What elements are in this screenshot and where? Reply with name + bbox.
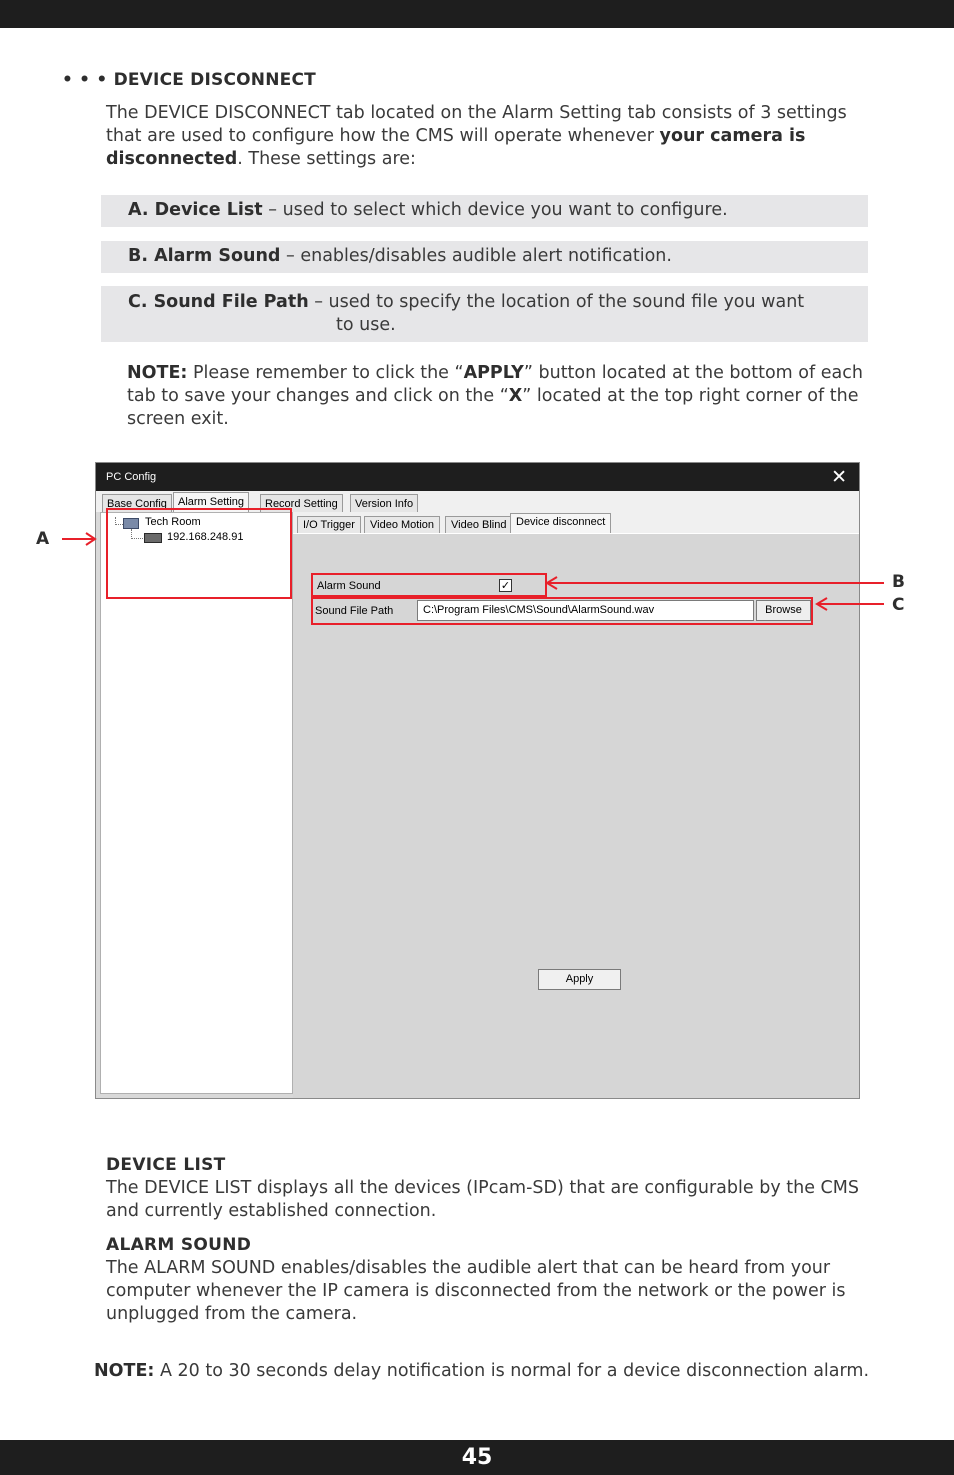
tab-video-motion[interactable]: Video Motion: [364, 516, 440, 533]
heading-text: DEVICE DISCONNECT: [113, 70, 316, 90]
definition-text: – used to specify the location of the sound file you want: [308, 292, 805, 312]
definition-term: C. Sound File Path: [128, 292, 309, 312]
arrow-c: [817, 598, 884, 610]
note-label: NOTE:: [94, 1361, 155, 1381]
definition-term: B. Alarm Sound: [128, 246, 281, 266]
sound-file-path-input[interactable]: C:\Program Files\CMS\Sound\AlarmSound.wav: [417, 600, 754, 621]
tab-version-info[interactable]: Version Info: [350, 494, 418, 512]
arrow-b: [547, 577, 884, 589]
callout-a: A: [36, 529, 50, 549]
delay-note: [94, 1360, 904, 1383]
close-icon[interactable]: ✕: [831, 466, 847, 488]
page-number: 45: [461, 1445, 493, 1470]
intro-bold: your camera is disconnected: [106, 126, 806, 169]
callout-b: B: [892, 572, 905, 592]
definition-text: – used to select which device you want to configure.: [262, 200, 728, 220]
tab-record-setting[interactable]: Record Setting: [260, 494, 343, 512]
alarm-sound-text: The ALARM SOUND enables/disables the audible alert that can be heard from your computer whenever the IP camera is disconnected from the network or the power is unplugged from the camera.: [106, 1258, 846, 1324]
alarm-sound-heading: ALARM SOUND: [106, 1235, 252, 1255]
tab-base-config[interactable]: Base Config: [102, 494, 172, 512]
note-apply: APPLY: [463, 363, 524, 383]
definition-term: A. Device List: [128, 200, 263, 220]
tab-video-blind[interactable]: Video Blind: [445, 516, 512, 533]
intro-text-2: . These settings are:: [237, 149, 416, 169]
sound-file-path-label: Sound File Path: [315, 605, 394, 617]
note-text-3: ” located at the top right corner of the screen exit.: [127, 386, 859, 429]
browse-button[interactable]: Browse: [756, 600, 811, 621]
tree-group-tech-room[interactable]: Tech Room: [145, 516, 201, 528]
note-text: A 20 to 30 seconds delay notification is normal for a device disconnection alarm.: [154, 1361, 870, 1381]
note-label: NOTE:: [127, 363, 188, 383]
device-list-text: The DEVICE LIST displays all the devices (IPcam-SD) that are configurable by the CMS and currently established connection.: [106, 1178, 859, 1221]
definition-text-line2: to use.: [336, 315, 396, 335]
callout-c: C: [892, 595, 905, 615]
apply-button[interactable]: Apply: [538, 969, 621, 990]
intro-text-1: The DEVICE DISCONNECT tab located on the Alarm Setting tab consists of 3 settings that are used to configure how the CMS will operate whenever: [106, 103, 847, 146]
note-x: X: [508, 386, 523, 406]
tab-alarm-setting[interactable]: Alarm Setting: [173, 492, 249, 512]
alarm-sound-checkbox[interactable]: ✓: [500, 579, 511, 592]
device-list-heading: DEVICE LIST: [106, 1155, 226, 1175]
alarm-sound-label: Alarm Sound: [317, 580, 381, 592]
tab-io-trigger[interactable]: I/O Trigger: [297, 516, 361, 533]
arrow-a: [62, 533, 95, 545]
definition-text: – enables/disables audible alert notification.: [280, 246, 672, 266]
window-title: PC Config: [106, 471, 157, 483]
note-text-2: ” button located at the bottom of each tab to save your changes and click on the “: [127, 363, 863, 406]
tree-device-ip[interactable]: 192.168.248.91: [167, 531, 244, 543]
note-text-1: Please remember to click the “: [187, 363, 464, 383]
tab-device-disconnect[interactable]: Device disconnect: [510, 513, 611, 533]
heading-bullets: • • •: [62, 70, 108, 90]
footer-bar: [0, 1440, 954, 1475]
